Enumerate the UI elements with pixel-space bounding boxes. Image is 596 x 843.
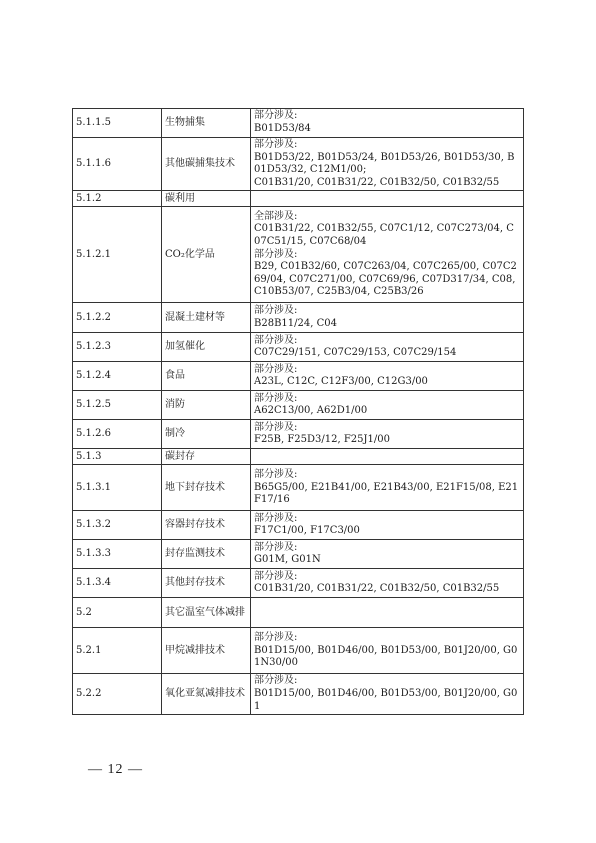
ipc-code-list: B01D53/84 (254, 123, 311, 134)
row-ipc-codes (251, 303, 524, 333)
row-code: 5.1.3.1 (73, 465, 162, 511)
scope-label: 部分涉及: (254, 363, 298, 375)
row-code: 5.2.2 (73, 674, 162, 715)
row-code: 5.1.3.2 (73, 511, 162, 540)
table-row (73, 109, 524, 138)
row-name: 其它温室气体减排 (162, 598, 251, 628)
ipc-code-list: B29, C01B32/60, C07C263/04, C07C265/00, C07C269/04, C07C271/00, C07C69/96, C07D317/34, C08, C10B53/07, C25B3/04, C25B3/26 (254, 261, 517, 298)
table-row (73, 191, 524, 207)
ipc-code-list: A62C13/00, A62D1/00 (254, 405, 368, 417)
table-row (73, 540, 524, 569)
row-code: 5.2.1 (73, 628, 162, 674)
table-row (73, 333, 524, 362)
row-ipc-codes (251, 207, 524, 303)
scope-label: 部分涉及: (254, 421, 298, 433)
row-code: 5.1.2.6 (73, 420, 162, 449)
scope-label: 部分涉及: (254, 110, 298, 122)
row-code: 5.1.1.6 (73, 138, 162, 191)
row-name: 其他封存技术 (162, 569, 251, 598)
table-row (73, 138, 524, 191)
row-ipc-codes (251, 109, 524, 138)
ipc-code-list: G01M, G01N (254, 554, 321, 566)
row-name: 其他碳捕集技术 (162, 138, 251, 191)
row-ipc-codes (251, 465, 524, 511)
table-row (73, 598, 524, 628)
row-name: 加氢催化 (162, 333, 251, 362)
ipc-code-list: C01B31/20, C01B31/22, C01B32/50, C01B32/55 (254, 176, 500, 188)
row-name: 容器封存技术 (162, 511, 251, 540)
row-name: 混凝土建材等 (162, 303, 251, 333)
row-ipc-codes (251, 674, 524, 715)
row-name: 生物捕集 (162, 109, 251, 138)
scope-label: 部分涉及: (254, 468, 298, 480)
row-code: 5.1.2.4 (73, 362, 162, 391)
ipc-code-list: C07C29/151, C07C29/153, C07C29/154 (254, 347, 457, 359)
ipc-code-list: C01B31/22, C01B32/55, C07C1/12, C07C273/04, C07C51/15, C07C68/04 (254, 223, 514, 247)
table-row (73, 511, 524, 540)
row-code: 5.1.2.3 (73, 333, 162, 362)
row-code: 5.1.2.2 (73, 303, 162, 333)
row-ipc-codes (251, 138, 524, 191)
scope-label: 全部涉及: (254, 210, 298, 222)
scope-label: 部分涉及: (254, 334, 298, 346)
ipc-code-list: A23L, C12C, C12F3/00, C12G3/00 (254, 376, 428, 388)
row-name: 碳利用 (162, 191, 251, 207)
table-row (73, 391, 524, 420)
ipc-code-list: B65G5/00, E21B41/00, E21B43/00, E21F15/08, E21F17/16 (254, 481, 519, 506)
table-row (73, 449, 524, 465)
scope-label: 部分涉及: (254, 248, 298, 260)
row-name: 地下封存技术 (162, 465, 251, 511)
scope-label: 部分涉及: (254, 305, 298, 317)
row-code: 5.1.2.5 (73, 391, 162, 420)
table-row (73, 207, 524, 303)
table-row (73, 303, 524, 333)
row-code: 5.1.3 (73, 449, 162, 465)
row-ipc-codes (251, 333, 524, 362)
row-ipc-codes (251, 598, 524, 628)
table-row (73, 362, 524, 391)
row-ipc-codes (251, 511, 524, 540)
scope-label: 部分涉及: (254, 392, 298, 404)
row-name: 封存监测技术 (162, 540, 251, 569)
row-code: 5.2 (73, 598, 162, 628)
row-name: 消防 (162, 391, 251, 420)
row-name: 制冷 (162, 420, 251, 449)
ipc-code-list: B28B11/24, C04 (254, 317, 337, 329)
row-name: 食品 (162, 362, 251, 391)
table-row (73, 674, 524, 715)
scope-label: 部分涉及: (254, 541, 298, 553)
row-code: 5.1.1.5 (73, 109, 162, 138)
ipc-code-list: C01B31/20, C01B31/22, C01B32/50, C01B32/55 (254, 583, 500, 595)
ipc-code-list: B01D53/22, B01D53/24, B01D53/26, B01D53/30, B01D53/32, C12M1/00; (254, 151, 515, 176)
row-name: CO₂化学品 (162, 207, 251, 303)
row-ipc-codes (251, 420, 524, 449)
ipc-code-list: F17C1/00, F17C3/00 (254, 525, 360, 537)
row-code: 5.1.2.1 (73, 207, 162, 303)
row-name: 氧化亚氮减排技术 (162, 674, 251, 715)
scope-label: 部分涉及: (254, 631, 298, 643)
row-code: 5.1.3.4 (73, 569, 162, 598)
scope-label: 部分涉及: (254, 512, 298, 524)
row-ipc-codes (251, 391, 524, 420)
page-number: — 12 — (88, 762, 143, 777)
ipc-code-list: B01D15/00, B01D46/00, B01D53/00, B01J20/00, G01 (254, 687, 518, 712)
row-code: 5.1.3.3 (73, 540, 162, 569)
row-ipc-codes (251, 628, 524, 674)
row-ipc-codes (251, 540, 524, 569)
row-ipc-codes (251, 569, 524, 598)
row-ipc-codes (251, 191, 524, 207)
table-row (73, 628, 524, 674)
scope-label: 部分涉及: (254, 675, 298, 687)
scope-label: 部分涉及: (254, 570, 298, 582)
table-row (73, 465, 524, 511)
ipc-code-list: F25B, F25D3/12, F25J1/00 (254, 434, 390, 446)
classification-table (72, 108, 524, 715)
row-name: 甲烷减排技术 (162, 628, 251, 674)
ipc-code-list: B01D15/00, B01D46/00, B01D53/00, B01J20/00, G01N30/00 (254, 644, 518, 669)
scope-label: 部分涉及: (254, 139, 298, 150)
row-code: 5.1.2 (73, 191, 162, 207)
row-ipc-codes (251, 362, 524, 391)
row-ipc-codes (251, 449, 524, 465)
table-row (73, 569, 524, 598)
table-row (73, 420, 524, 449)
row-name: 碳封存 (162, 449, 251, 465)
